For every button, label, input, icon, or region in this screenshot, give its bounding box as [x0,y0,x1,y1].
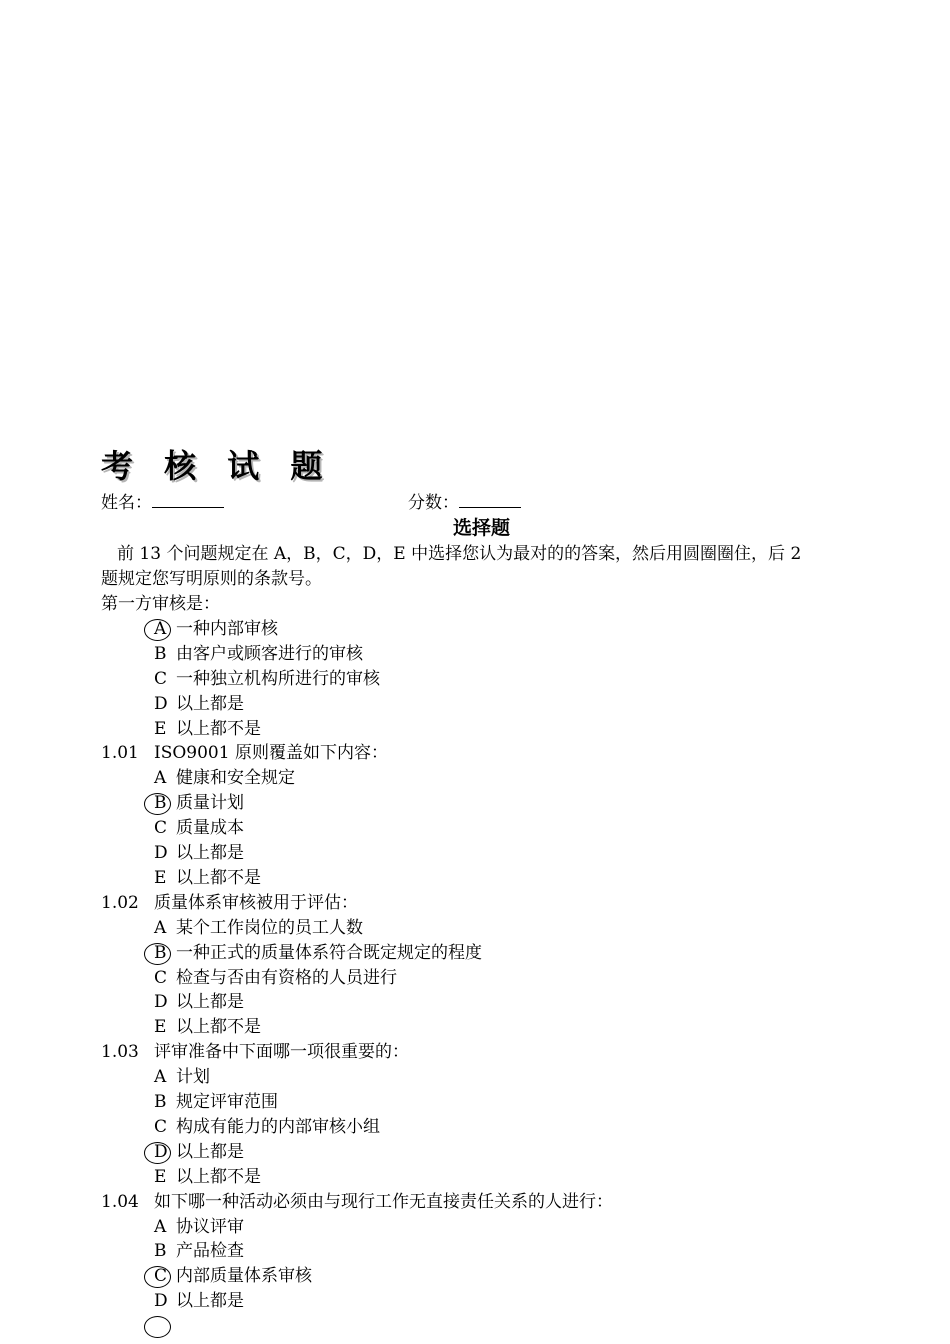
option-text: 健康和安全规定 [176,768,295,789]
answer-option[interactable] [154,1289,244,1313]
answer-option[interactable] [154,841,244,865]
score-label: 分数： [408,493,459,513]
answer-option[interactable] [154,1015,261,1039]
option-text: 规定评审范围 [176,1092,278,1112]
question-text: 质量体系审核被用于评估： [154,892,358,913]
option-letter: E [154,1166,167,1187]
answer-option[interactable] [154,1115,380,1139]
answer-circle-mark [144,943,171,965]
answer-option[interactable] [154,642,363,666]
answer-circle-mark [144,619,171,641]
option-letter: A [154,1216,167,1237]
answer-option[interactable] [154,816,244,840]
question-number: 1.04 [101,1191,139,1212]
option-text: 以上都不是 [176,718,261,739]
answer-option[interactable] [154,717,261,741]
question-text: 如下哪一种活动必须由与现行工作无直接责任关系的人进行： [154,1191,613,1212]
option-text: 一种内部审核 [176,618,278,639]
score-field [408,491,521,515]
answer-option[interactable] [154,1239,244,1263]
option-text: 以上都不是 [176,867,261,888]
option-text: 内部质量体系审核 [176,1266,312,1287]
option-letter: E [154,1017,167,1038]
option-letter: A [154,618,167,639]
option-letter: D [154,693,168,714]
question-number: 1.02 [101,892,139,913]
answer-option[interactable] [154,1165,261,1189]
option-letter: B [154,1241,167,1262]
question-number: 1.03 [101,1042,139,1063]
option-text: 由客户或顾客进行的审核 [176,643,363,664]
option-letter: A [154,1067,167,1088]
option-text: 某个工作岗位的员工人数 [176,917,363,938]
question-text: 评审准备中下面哪一项很重要的： [154,1042,409,1063]
option-text: 一种独立机构所进行的审核 [176,668,380,689]
option-letter: D [154,992,168,1013]
option-text: 构成有能力的内部审核小组 [176,1116,380,1137]
option-text: 以上都不是 [176,1017,261,1038]
score-blank[interactable] [459,491,521,508]
option-letter: D [154,843,168,863]
option-text: 以上都是 [176,1141,244,1162]
answer-circle-mark [144,1142,171,1164]
option-text: 质量成本 [176,818,244,839]
option-text: 检查与否由有资格的人员进行 [176,967,397,988]
option-letter: C [154,1116,168,1137]
answer-option[interactable] [154,1090,278,1114]
answer-option[interactable] [154,1065,210,1089]
answer-option[interactable] [154,990,244,1014]
option-text: 以上都是 [176,992,244,1013]
option-letter: C [154,1266,168,1287]
option-text: 以上都是 [176,843,244,863]
question-text: ISO9001 原则覆盖如下内容： [154,743,388,764]
option-letter: B [154,1092,167,1112]
question-number: 1.01 [101,743,139,764]
name-blank[interactable] [152,491,224,508]
answer-option[interactable] [154,966,397,990]
option-text: 质量计划 [176,793,244,814]
answer-circle-mark [144,1316,171,1338]
option-letter: C [154,818,168,839]
option-letter: D [154,1141,168,1162]
instructions-line-2: 题规定您写明原则的条款号。 [101,569,322,589]
answer-option[interactable] [154,866,261,890]
answer-option[interactable] [154,941,482,965]
option-letter: B [154,643,167,664]
answer-option[interactable] [154,916,363,940]
answer-option[interactable] [154,1215,244,1239]
instructions-line-1: 前 13 个问题规定在 A，B，C，D，E 中选择您认为最对的的答案，然后用圆圈圈住，后 2 [117,544,802,564]
option-letter: E [154,867,167,888]
name-field [101,491,224,515]
option-letter: C [154,668,168,689]
option-text: 以上都是 [176,1291,244,1312]
option-letter: E [154,718,167,739]
option-text: 一种正式的质量体系符合既定规定的程度 [176,942,482,963]
option-text: 以上都是 [176,693,244,714]
option-letter: B [154,793,167,814]
option-letter: A [154,917,167,938]
answer-option[interactable] [154,692,244,716]
name-label: 姓名： [101,493,152,513]
exam-title: 考 核 试 题 [101,447,333,485]
option-letter: A [154,768,167,789]
section-title: 选择题 [452,517,510,539]
option-text: 协议评审 [176,1216,244,1237]
answer-option[interactable] [154,617,278,641]
option-text: 产品检查 [176,1241,244,1262]
option-letter: C [154,967,168,988]
answer-option[interactable] [154,766,295,790]
option-letter: B [154,942,167,963]
option-letter: D [154,1291,168,1312]
question-text: 第一方审核是： [101,594,220,614]
option-text: 以上都不是 [176,1166,261,1187]
answer-option[interactable] [154,1264,312,1288]
option-text: 计划 [176,1067,210,1088]
answer-option[interactable] [154,667,380,691]
